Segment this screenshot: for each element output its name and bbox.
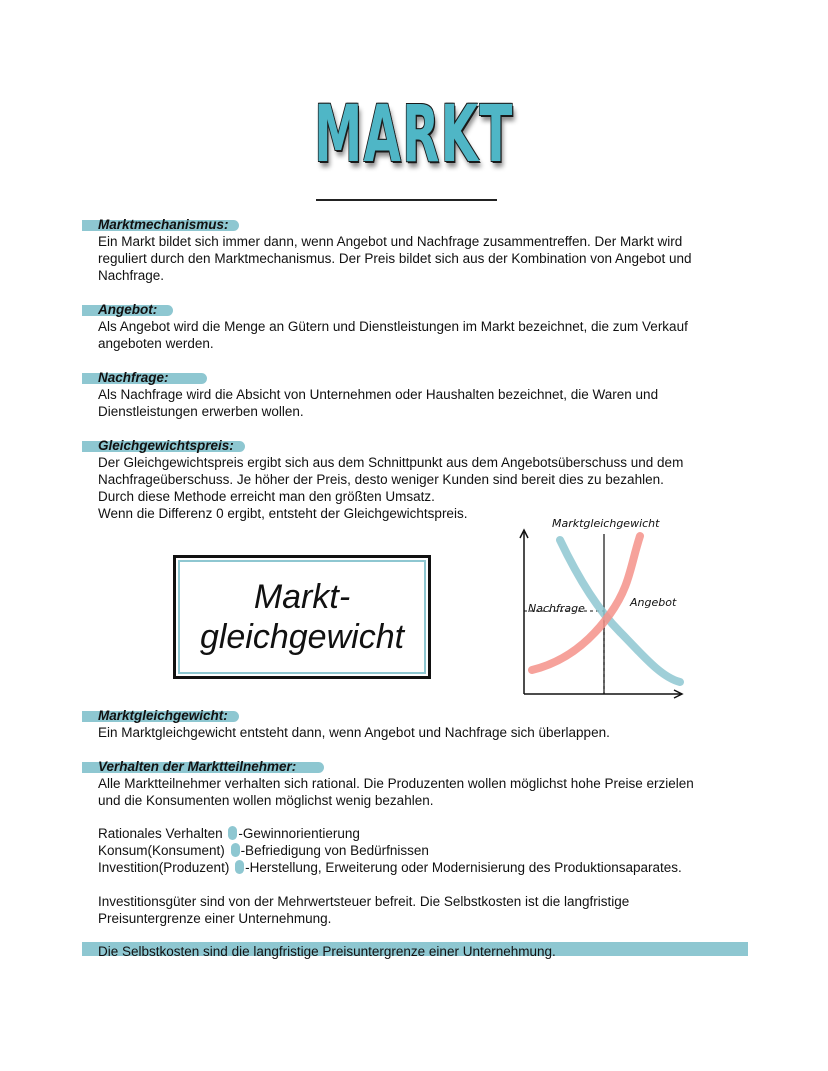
label-angebot: Angebot [630,596,677,609]
list-item [98,842,758,859]
text-line: Nachfrageüberschuss. Je höher der Preis, desto weniger Kunden sind bereit dies zu bezahlen. [98,472,664,487]
page-title: MARKT [314,90,514,180]
section-verhalten [98,758,758,809]
heading-gleichgewichtspreis: Gleichgewichtspreis: [98,438,234,453]
text-line: Dienstleistungen erwerben wollen. [98,404,304,419]
section-marktmechanismus [98,216,738,284]
text-line: Als Nachfrage wird die Absicht von Unternehmen oder Haushalten bezeichnet, die Waren und [98,387,659,402]
label-marktgleichgewicht: Marktgleichgewicht [552,517,660,530]
box-line-1: Markt- [253,578,351,616]
title-underline [316,199,497,201]
summary [98,943,758,960]
title-wrap [0,90,828,180]
text-line: Wenn die Differenz 0 ergibt, entsteht der Gleichgewichtspreis. [98,506,468,521]
text-line: Nachfrage. [98,268,165,283]
list-item [98,859,758,876]
list-item-term: Konsum(Konsument) [98,843,229,858]
text-line: angeboten werden. [98,336,214,351]
text-line: Durch diese Methode erreicht man den größten Umsatz. [98,489,435,504]
summary-text: Die Selbstkosten sind die langfristige Preisuntergrenze einer Unternehmung. [98,944,556,959]
text-line: Preisuntergrenze einer Unternehmung. [98,911,332,926]
bullet-dot [235,860,244,874]
box-line-2: gleichgewicht [199,618,405,656]
heading-nachfrage: Nachfrage: [98,370,169,385]
heading-verhalten: Verhalten der Marktteilnehmer: [98,759,297,774]
list-item-description: -Herstellung, Erweiterung oder Modernisierung des Produktionsaparates. [245,860,682,875]
section-nachfrage [98,369,738,420]
behavior-list [98,825,758,876]
section-marktgleichgewicht [98,707,738,741]
heading-marktmechanismus: Marktmechanismus: [98,217,229,232]
list-item-description: -Gewinnorientierung [238,826,360,841]
section-angebot [98,301,738,352]
text-line: Alle Marktteilnehmer verhalten sich rational. Die Produzenten wollen möglichst hohe Preise erzielen [98,776,694,791]
bullet-dot [231,843,240,857]
text-line: Investitionsgüter sind von der Mehrwertsteuer befreit. Die Selbstkosten ist die langfristige [98,894,630,909]
list-item-description: -Befriedigung von Bedürfnissen [240,843,429,858]
text-line: Als Angebot wird die Menge an Gütern und Dienstleistungen im Markt bezeichnet, die zum Verkauf [98,319,688,334]
heading-marktgleichgewicht: Marktgleichgewicht: [98,708,228,723]
list-item-term: Investition(Produzent) [98,860,234,875]
text-line: Der Gleichgewichtspreis ergibt sich aus dem Schnittpunkt aus dem Angebotsüberschuss und dem [98,455,684,470]
marktgleichgewicht-box [173,555,431,679]
text-line: reguliert durch den Marktmechanismus. Der Preis bildet sich aus der Kombination von Angebot und [98,251,692,266]
section-gleichgewichtspreis [98,437,738,522]
bullet-dot [228,826,237,840]
heading-angebot: Angebot: [98,302,158,317]
text-line: Ein Marktgleichgewicht entsteht dann, wenn Angebot und Nachfrage sich überlappen. [98,725,610,740]
list-item [98,825,758,842]
list-item-term: Rationales Verhalten [98,826,227,841]
label-nachfrage: Nachfrage [528,602,585,615]
text-line: Ein Markt bildet sich immer dann, wenn Angebot und Nachfrage zusammentreffen. Der Markt wird [98,234,683,249]
text-line: und die Konsumenten wollen möglichst wenig bezahlen. [98,793,434,808]
section-selbstkosten [98,893,758,927]
supply-demand-diagram [510,512,690,704]
